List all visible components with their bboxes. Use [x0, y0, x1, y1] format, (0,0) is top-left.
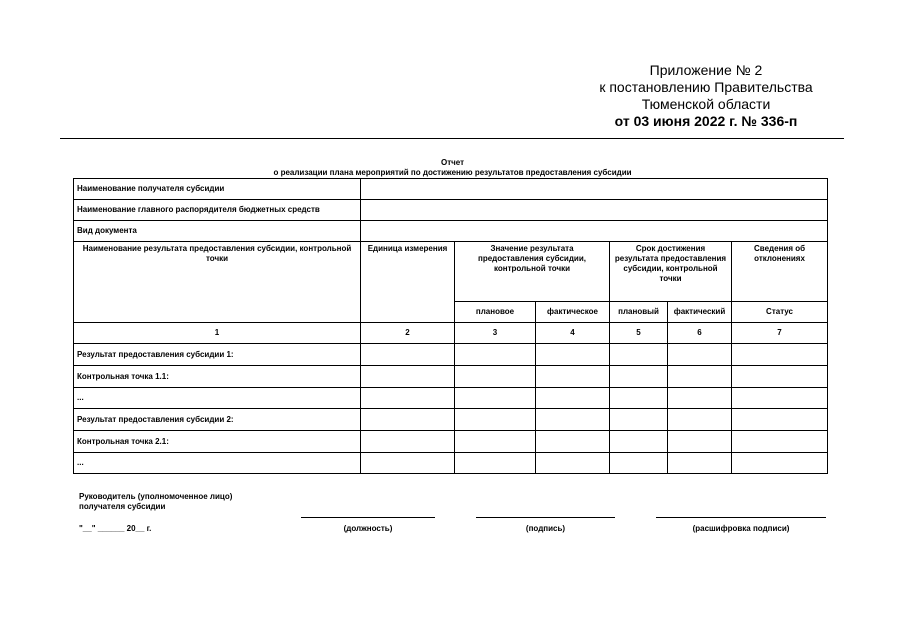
info-row-label: Вид документа — [74, 221, 361, 242]
header-planned: плановое — [455, 302, 536, 323]
header-actual-term: фактический — [668, 302, 732, 323]
table-cell[interactable] — [361, 388, 455, 409]
table-cell[interactable] — [536, 344, 610, 366]
decoding-caption: (расшифровка подписи) — [692, 524, 790, 533]
row-label: Контрольная точка 2.1: — [74, 431, 361, 453]
table-cell[interactable] — [732, 453, 828, 474]
signatory-line1: Руководитель (уполномоченное лицо) — [79, 492, 233, 501]
report-title: Отчет — [440, 158, 465, 167]
table-cell[interactable] — [536, 453, 610, 474]
row-label: Результат предоставления субсидии 2: — [74, 409, 361, 431]
row-label: Контрольная точка 1.1: — [74, 366, 361, 388]
signatory-label — [79, 492, 232, 512]
info-row-value[interactable] — [361, 179, 828, 200]
signature-date[interactable]: "__" ______ 20__ г. — [79, 524, 152, 533]
table-row — [74, 431, 828, 453]
appendix-date: от 03 июня 2022 г. № 336-п — [614, 113, 798, 129]
header-actual: фактическое — [536, 302, 610, 323]
column-number: 7 — [732, 323, 828, 344]
report-subtitle: о реализации плана мероприятий по достижению результатов предоставления субсидии — [273, 168, 632, 177]
table-cell[interactable] — [668, 409, 732, 431]
table-cell[interactable] — [361, 366, 455, 388]
table-cell[interactable] — [668, 453, 732, 474]
appendix-number: Приложение № 2 — [649, 62, 763, 78]
table-cell[interactable] — [536, 431, 610, 453]
row-label: Результат предоставления субсидии 1: — [74, 344, 361, 366]
table-cell[interactable] — [455, 453, 536, 474]
table-cell[interactable] — [455, 366, 536, 388]
report-title-block — [0, 158, 905, 178]
table-row — [74, 409, 828, 431]
table-cell[interactable] — [361, 344, 455, 366]
column-number: 1 — [74, 323, 361, 344]
table-cell[interactable] — [732, 409, 828, 431]
table-cell[interactable] — [668, 388, 732, 409]
appendix-decree: к постановлению Правительства — [599, 79, 813, 95]
signature-caption: (подпись) — [525, 524, 566, 533]
table-cell[interactable] — [361, 409, 455, 431]
table-cell[interactable] — [732, 431, 828, 453]
table-cell[interactable] — [610, 344, 668, 366]
table-cell[interactable] — [732, 388, 828, 409]
table-cell[interactable] — [668, 431, 732, 453]
table-cell[interactable] — [732, 366, 828, 388]
table-cell[interactable] — [668, 366, 732, 388]
table-cell[interactable] — [610, 388, 668, 409]
header-value-group: Значение результата предоставления субсидии, контрольной точки — [455, 242, 610, 302]
column-number: 4 — [536, 323, 610, 344]
header-status: Статус — [732, 302, 828, 323]
table-cell[interactable] — [536, 388, 610, 409]
position-line[interactable] — [301, 517, 435, 518]
info-row-value[interactable] — [361, 221, 828, 242]
table-cell[interactable] — [455, 409, 536, 431]
row-label: ... — [74, 388, 361, 409]
appendix-header — [596, 62, 816, 130]
column-number: 2 — [361, 323, 455, 344]
report-table — [73, 178, 828, 474]
table-cell[interactable] — [732, 344, 828, 366]
signatory-line2: получателя субсидии — [79, 502, 166, 511]
table-cell[interactable] — [610, 431, 668, 453]
signature-line[interactable] — [476, 517, 615, 518]
header-deviation: Сведения об отклонениях — [732, 242, 828, 302]
table-cell[interactable] — [668, 344, 732, 366]
table-cell[interactable] — [610, 409, 668, 431]
table-cell[interactable] — [610, 366, 668, 388]
row-label: ... — [74, 453, 361, 474]
table-cell[interactable] — [455, 431, 536, 453]
info-row-value[interactable] — [361, 200, 828, 221]
table-row — [74, 388, 828, 409]
info-row-label: Наименование получателя субсидии — [74, 179, 361, 200]
header-term-group: Срок достижения результата предоставления субсидии, контрольной точки — [610, 242, 732, 302]
table-row — [74, 366, 828, 388]
table-cell[interactable] — [361, 431, 455, 453]
header-divider — [60, 138, 844, 139]
appendix-region: Тюменской области — [641, 96, 771, 112]
table-cell[interactable] — [455, 344, 536, 366]
header-planned-term: плановый — [610, 302, 668, 323]
header-unit: Единица измерения — [361, 242, 455, 323]
table-cell[interactable] — [455, 388, 536, 409]
column-number: 3 — [455, 323, 536, 344]
column-number: 6 — [668, 323, 732, 344]
column-number: 5 — [610, 323, 668, 344]
decoding-line[interactable] — [656, 517, 826, 518]
info-row-label: Наименование главного распорядителя бюджетных средств — [74, 200, 361, 221]
table-cell[interactable] — [536, 409, 610, 431]
header-result-name: Наименование результата предоставления субсидии, контрольной точки — [74, 242, 361, 323]
table-row — [74, 344, 828, 366]
table-cell[interactable] — [536, 366, 610, 388]
position-caption: (должность) — [343, 524, 393, 533]
table-cell[interactable] — [361, 453, 455, 474]
table-cell[interactable] — [610, 453, 668, 474]
table-row — [74, 453, 828, 474]
